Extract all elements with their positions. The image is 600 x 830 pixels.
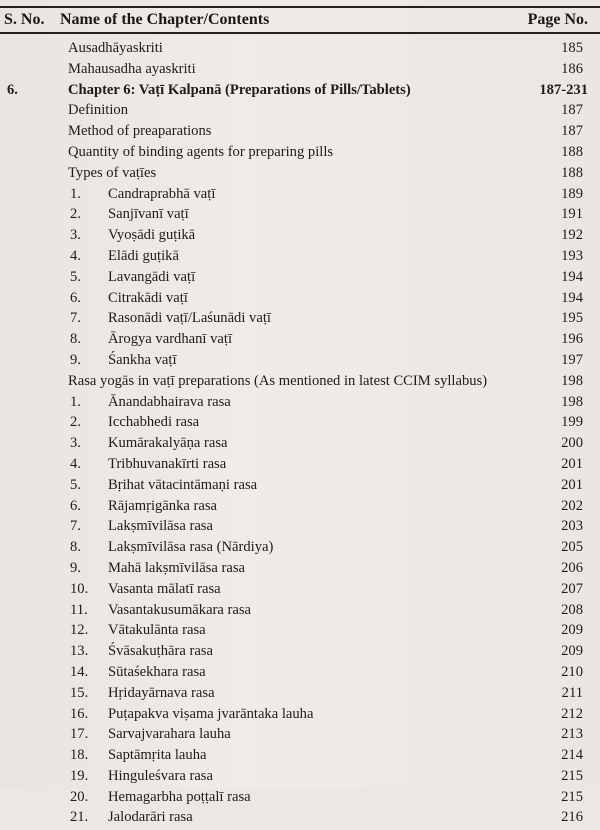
row-page-number: 195 [561, 310, 583, 327]
row-title: Icchabhedi rasa [108, 414, 200, 431]
row-page-number: 212 [561, 705, 583, 722]
contents-row [0, 518, 600, 539]
row-title: Ānandabhairava rasa [108, 393, 231, 410]
contents-row [0, 643, 600, 664]
contents-row [0, 498, 600, 519]
row-number: 21. [70, 809, 89, 826]
row-page-number: 205 [561, 539, 583, 556]
contents-row [0, 248, 600, 269]
row-number: 15. [70, 684, 89, 701]
row-page-number: 194 [561, 289, 583, 306]
row-page-number: 207 [561, 580, 583, 597]
row-page-number: 188 [561, 164, 583, 181]
contents-row [0, 165, 600, 186]
row-number: 8. [70, 539, 81, 556]
row-title: Lakṣmīvilāsa rasa [108, 518, 213, 535]
row-page-number: 216 [561, 809, 583, 826]
row-title: Vasanta mālatī rasa [108, 580, 221, 597]
table-header [0, 6, 600, 34]
contents-row [0, 414, 600, 435]
row-title: Elādi guṭikā [108, 247, 179, 264]
contents-row [0, 123, 600, 144]
row-page-number: 209 [561, 622, 583, 639]
row-title: Lakṣmīvilāsa rasa (Nārdiya) [108, 539, 274, 556]
row-page-number: 201 [561, 455, 583, 472]
row-title: Ausadhāyaskriti [68, 40, 163, 56]
row-page-number: 194 [561, 268, 583, 285]
row-number: 4. [70, 247, 81, 264]
contents-row [0, 394, 600, 415]
row-title: Śankha vaṭī [108, 351, 177, 368]
row-page-number: 198 [561, 372, 583, 389]
row-title: Kumārakalyāṇa rasa [108, 435, 228, 452]
row-number: 17. [70, 726, 89, 743]
row-title: Vasantakusumākara rasa [108, 601, 252, 618]
contents-row [0, 61, 600, 82]
row-number: 2. [70, 206, 81, 223]
header-name: Name of the Chapter/Contents [60, 11, 270, 28]
row-number: 6. [70, 289, 81, 306]
contents-row [0, 809, 600, 830]
row-number: 7. [70, 518, 81, 535]
row-title: Chapter 6: Vaṭī Kalpanā (Preparations of Pills/Tablets) [68, 81, 411, 98]
row-title: Vyoṣādi guṭikā [108, 227, 196, 244]
header-sno: S. No. [4, 11, 45, 28]
row-page-number: 209 [561, 643, 583, 660]
row-title: Definition [68, 102, 128, 119]
row-number: 4. [70, 455, 81, 472]
contents-row [0, 227, 600, 248]
contents-row [0, 602, 600, 623]
row-title: Hṛidayārnava rasa [108, 684, 215, 701]
row-number: 13. [70, 643, 89, 660]
row-title: Rājamṛigānka rasa [108, 497, 217, 514]
contents-row [0, 622, 600, 643]
contents-row [0, 747, 600, 768]
row-page-number: 215 [561, 788, 583, 805]
contents-row [0, 373, 600, 394]
contents-row [0, 310, 600, 331]
row-title: Sanjīvanī vaṭī [108, 206, 189, 223]
row-page-number: 206 [561, 559, 583, 576]
row-number: 11. [70, 601, 88, 618]
row-page-number: 193 [561, 247, 583, 264]
contents-row [0, 456, 600, 477]
row-title: Types of vaṭīes [68, 164, 157, 181]
contents-row [0, 706, 600, 727]
row-title: Mahā lakṣmīvilāsa rasa [108, 559, 245, 576]
contents-row [0, 789, 600, 810]
row-number: 1. [70, 185, 81, 202]
row-title: Saptāmṛita lauha [108, 747, 207, 764]
row-title: Sarvajvarahara lauha [108, 726, 231, 743]
row-number: 16. [70, 705, 89, 722]
row-number: 3. [70, 227, 81, 244]
row-page-number: 213 [561, 726, 583, 743]
row-title: Puṭapakva viṣama jvarāntaka lauha [108, 705, 314, 722]
contents-row [0, 664, 600, 685]
row-title: Śvāsakuṭhāra rasa [108, 643, 213, 660]
row-page-number: 214 [561, 747, 583, 764]
row-number: 8. [70, 331, 81, 348]
row-page-number: 202 [561, 497, 583, 514]
row-page-number: 196 [561, 331, 583, 348]
header-page: Page No. [527, 11, 588, 28]
row-title: Sūtaśekhara rasa [108, 663, 206, 680]
row-number: 14. [70, 663, 89, 680]
row-number: 2. [70, 414, 81, 431]
row-number: 9. [70, 351, 81, 368]
row-number: 18. [70, 747, 89, 764]
contents-row [0, 186, 600, 207]
row-page-number: 185 [561, 40, 583, 56]
row-title: Hemagarbha poṭṭalī rasa [108, 788, 251, 805]
row-number: 20. [70, 788, 89, 805]
contents-row [0, 726, 600, 747]
row-number: 1. [70, 393, 81, 410]
row-page-number: 211 [561, 684, 583, 701]
contents-row [0, 331, 600, 352]
row-page-number: 189 [561, 185, 583, 202]
row-page-number: 197 [561, 351, 583, 368]
contents-row [0, 144, 600, 165]
row-page-number: 187 [561, 102, 583, 119]
row-page-number: 200 [561, 435, 583, 452]
contents-row [0, 269, 600, 290]
row-page-number: 186 [561, 60, 583, 77]
chapter-row [0, 82, 600, 103]
contents-row [0, 685, 600, 706]
row-page-number: 215 [561, 767, 583, 784]
row-title: Hinguleśvara rasa [108, 767, 213, 784]
row-page-number: 203 [561, 518, 583, 535]
contents-row [0, 560, 600, 581]
row-title: Lavangādi vaṭī [108, 268, 196, 285]
row-title: Jalodarāri rasa [108, 809, 193, 826]
contents-row [0, 477, 600, 498]
row-title: Citrakādi vaṭī [108, 289, 188, 306]
row-page-number: 188 [561, 143, 583, 160]
row-title: Rasonādi vaṭī/Laśunādi vaṭī [108, 310, 271, 327]
row-title: Quantity of binding agents for preparing pills [68, 143, 334, 160]
row-number: 7. [70, 310, 81, 327]
row-title: Rasa yogās in vaṭī preparations (As mentioned in latest CCIM syllabus) [68, 372, 488, 389]
row-page-number: 199 [561, 414, 583, 431]
contents-list [0, 40, 600, 830]
contents-row [0, 581, 600, 602]
row-page-number: 210 [561, 663, 583, 680]
row-number: 5. [70, 476, 81, 493]
row-page-number: 198 [561, 393, 583, 410]
row-title: Mahausadha ayaskriti [68, 60, 196, 77]
contents-row [0, 40, 600, 61]
row-page-number: 208 [561, 601, 583, 618]
contents-row [0, 206, 600, 227]
contents-row [0, 435, 600, 456]
row-number: 3. [70, 435, 81, 452]
row-title: Candraprabhā vaṭī [108, 185, 216, 202]
contents-row [0, 352, 600, 373]
row-page-number: 201 [561, 476, 583, 493]
row-number: 19. [70, 767, 89, 784]
row-page-number: 187-231 [539, 81, 588, 98]
row-number: 9. [70, 559, 81, 576]
row-page-number: 187 [561, 123, 583, 140]
contents-row [0, 102, 600, 123]
row-title: Ārogya vardhanī vaṭī [108, 331, 233, 348]
contents-row [0, 290, 600, 311]
row-page-number: 191 [561, 206, 583, 223]
row-title: Vātakulānta rasa [108, 622, 206, 639]
row-number: 10. [70, 580, 89, 597]
contents-row [0, 768, 600, 789]
row-title: Method of preaparations [68, 123, 212, 140]
row-page-number: 192 [561, 227, 583, 244]
row-sno: 6. [7, 81, 18, 98]
row-number: 5. [70, 268, 81, 285]
row-number: 12. [70, 622, 89, 639]
contents-row [0, 539, 600, 560]
row-number: 6. [70, 497, 81, 514]
row-title: Bṛihat vātacintāmaṇi rasa [108, 476, 258, 493]
row-title: Tribhuvanakīrti rasa [108, 455, 227, 472]
